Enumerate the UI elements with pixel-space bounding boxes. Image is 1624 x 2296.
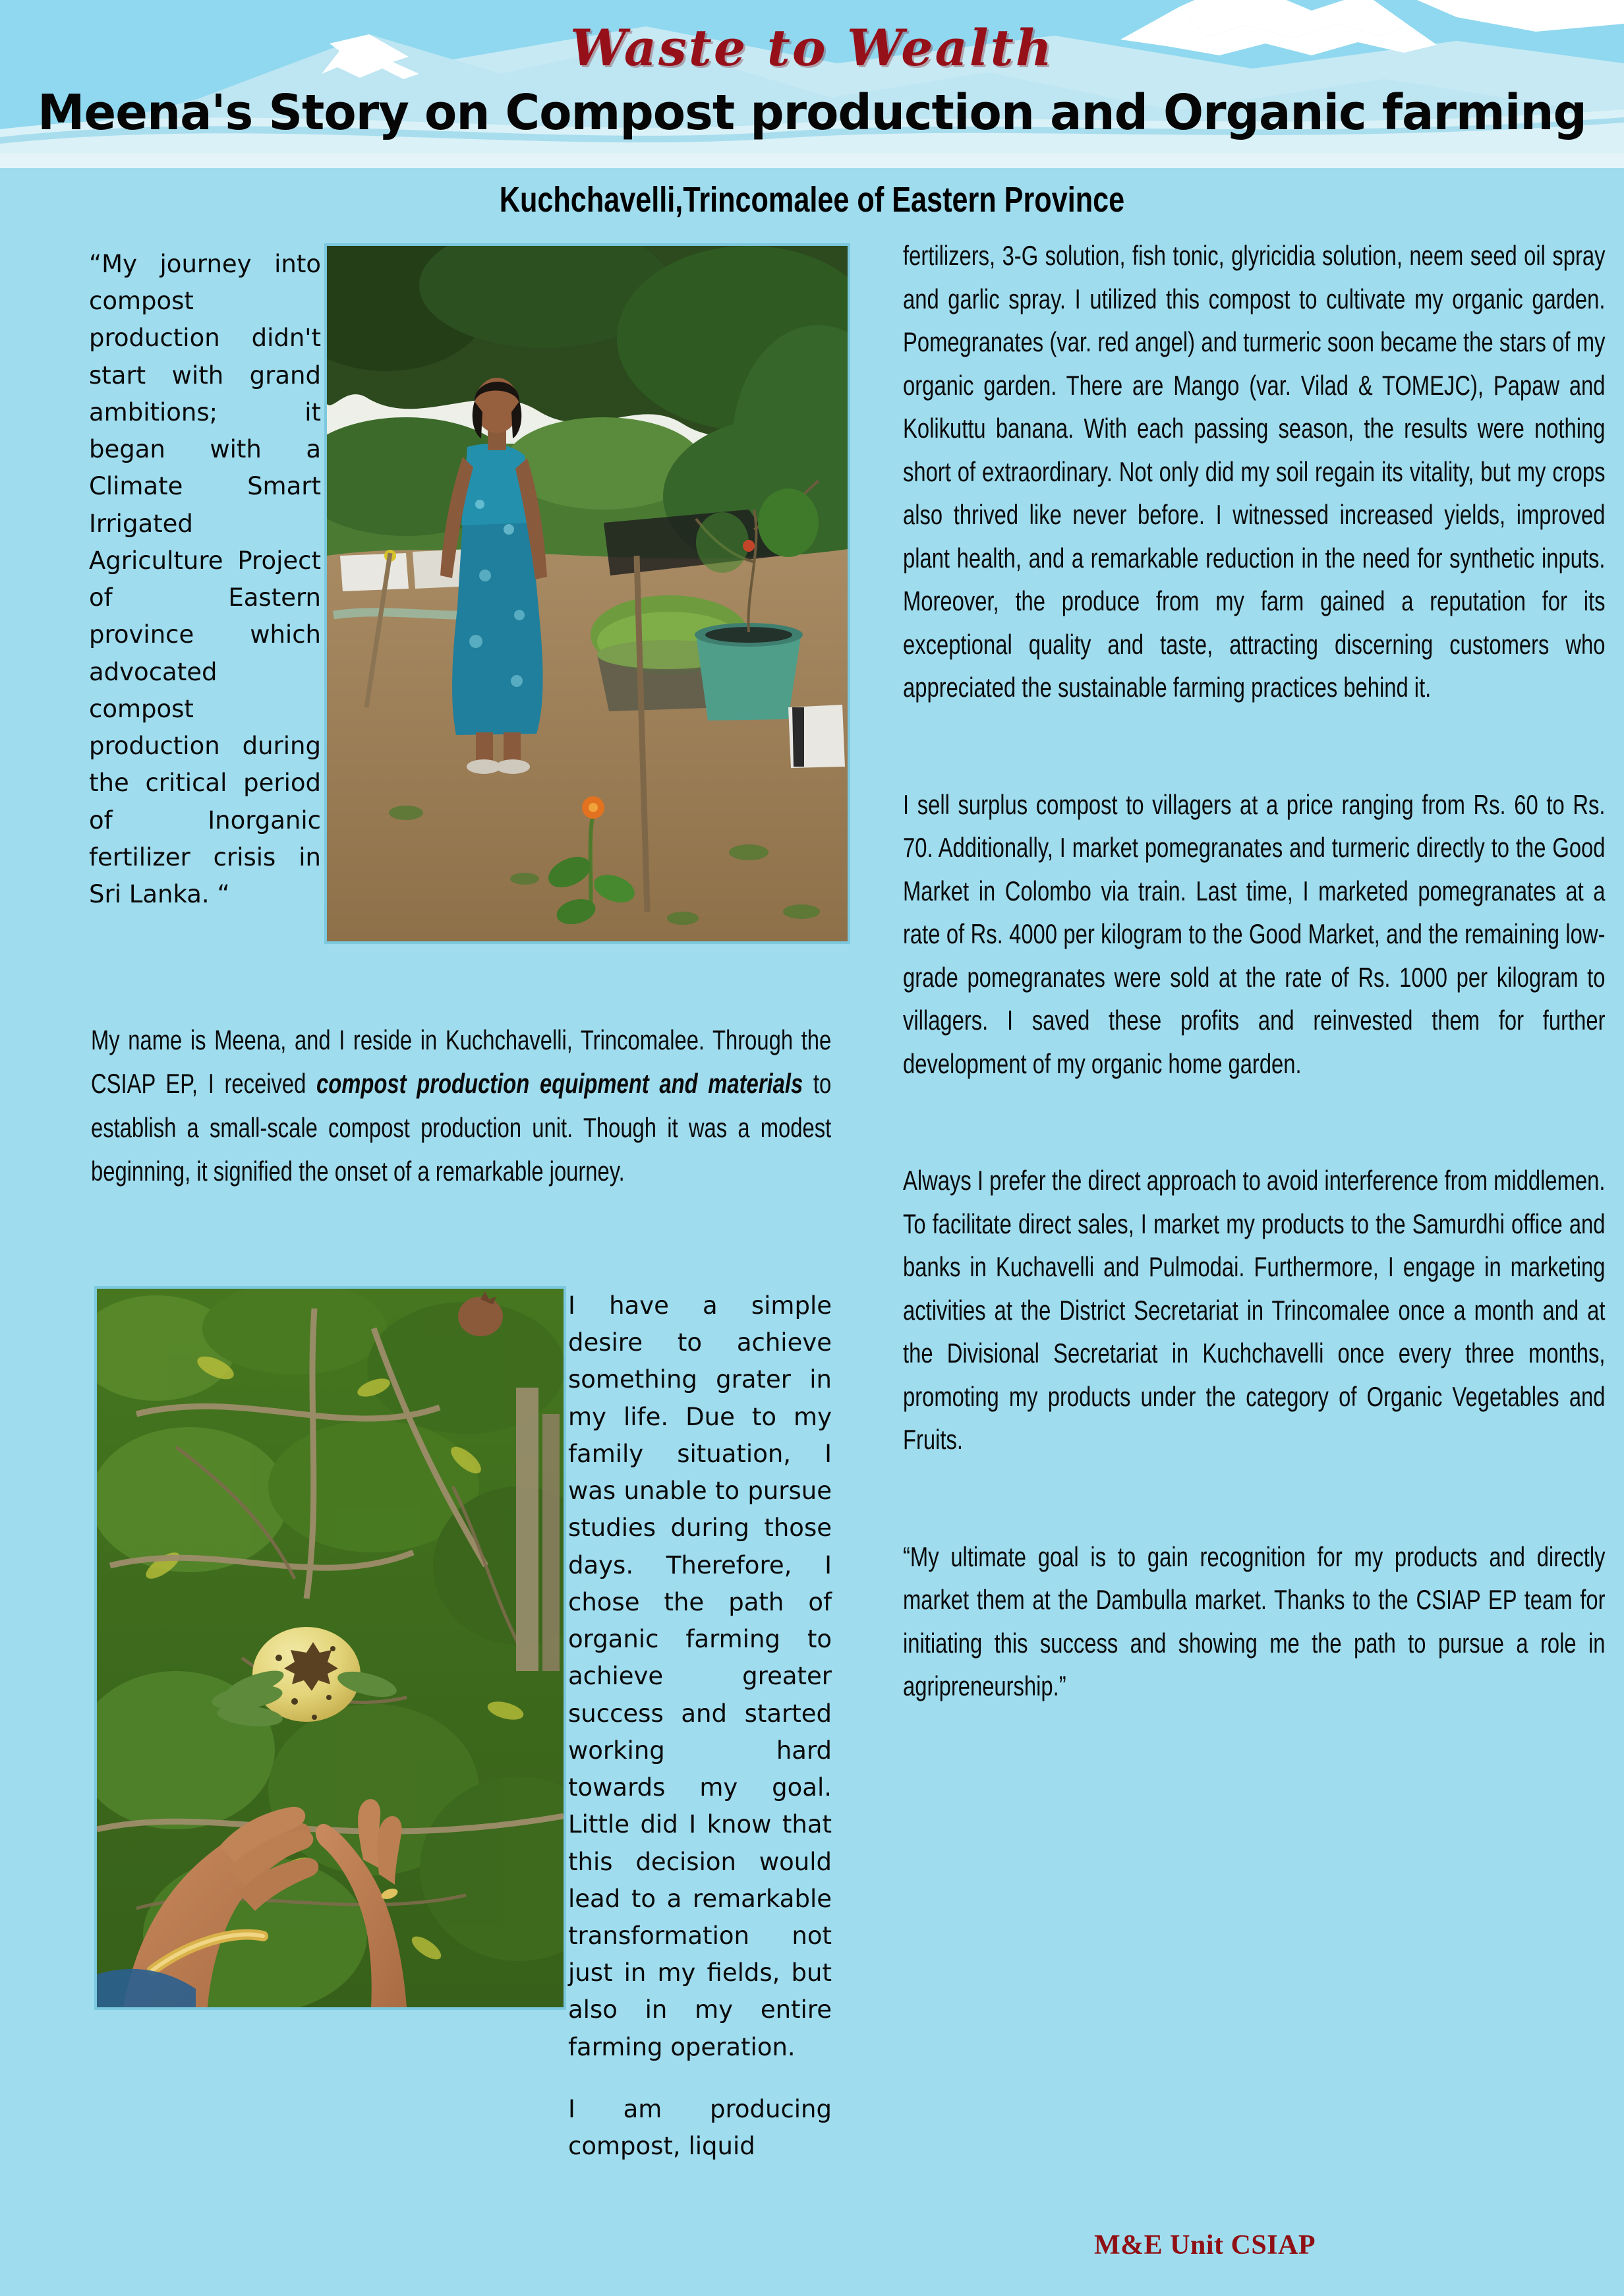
location-line: Kuchchavelli,Trincomalee of Eastern Province — [499, 180, 1125, 220]
intro-paragraph — [91, 1018, 831, 1193]
right-paragraph-4: “My ultimate goal is to gain recognition for my products and directly market them at the Dambulla market. Thanks to the CSIAP EP team for initiating this success and showing me the path to pursue a role in agripreneurship.” — [903, 1541, 1606, 1702]
header-banner — [0, 0, 1624, 168]
right-paragraph-1: fertilizers, 3-G solution, fish tonic, glyricidia solution, neem seed oil spray and garlic spray. I utilized this compost to cultivate my organic garden. Pomegranates (var. red angel) and turmeric soon became the stars of my organic garden. There are Mango (var. Vilad & TOMEJC), Papaw and Kolikuttu banana. With each passing season, the results were nothing short of extraordinary. Not only did my soil regain its vitality, but my crops also thrived like never before. I witnessed increased yields, improved plant health, and a remarkable reduction in the need for synthetic inputs. Moreover, the produce from my farm gained a reputation for its exceptional quality and taste, attracting discerning customers who appreciated the sustainable farming practices behind it. — [903, 240, 1606, 703]
right-paragraph-2: I sell surplus compost to villagers at a price ranging from Rs. 60 to Rs. 70. Additionally, I market pomegranates and turmeric directly to the Good Market in Colombo via train. Last time, I marketed pomegranates at a rate of Rs. 4000 per kilogram to the Good Market, and the remaining low-grade pomegranates were sold at the rate of Rs. 1000 per kilogram to villagers. I saved these profits and reinvested them for further development of my organic home garden. — [903, 788, 1606, 1079]
page-title: Waste to Wealth — [570, 18, 1054, 77]
producing-paragraph: I am producing compost, liquid — [568, 2094, 832, 2161]
footer-credit: M&E Unit CSIAP — [1094, 2230, 1316, 2260]
intro-text-part2: to establish a small-scale compost production unit. Though it was a modest beginning, it signified the onset of a remarkable journey. — [91, 1068, 832, 1187]
desire-paragraph: I have a simple desire to achieve something grater in my life. Due to my family situation, I was unable to pursue studies during those days. Therefore, I chose the path of organic farming to achieve greater success and started working hard towards my goal. Little did I know that this decision would lead to a remarkable transformation not just in my fields, but also in my entire farming operation. — [568, 1291, 832, 2061]
right-column — [903, 234, 1605, 1708]
photo-meena-garden — [324, 243, 850, 944]
photo-pomegranate-image — [97, 1289, 564, 2007]
right-paragraph-3: Always I prefer the direct approach to avoid interference from middlemen. To facilitate direct sales, I market my products to the Samurdhi office and banks in Kuchavelli and Pulmodai. Furthermore, I engage in marketing activities at the District Secretariat in Trincomalee once a month and at the Divisional Secretariat in Kuchchavelli once every three months, promoting my products under the category of Organic Vegetables and Fruits. — [903, 1165, 1606, 1456]
page-subtitle: Meena's Story on Compost production and Organic farming — [38, 84, 1586, 141]
intro-text-bold: compost production equipment and materials — [316, 1068, 803, 1100]
quote-paragraph: “My journey into compost production didn't start with grand ambitions; it began with a Climate Smart Irrigated Agriculture Project of Eastern province which advocated compost production during the critical period of Inorganic fertilizer crisis in Sri Lanka. “ — [89, 250, 321, 908]
article-body — [0, 234, 1624, 2296]
desire-column — [568, 1287, 832, 2165]
photo-pomegranate-hands — [94, 1286, 566, 2010]
intro-text-part1: My name is Meena, and I reside in Kuchchavelli, Trincomalee. Through the CSIAP EP, I received — [91, 1024, 832, 1100]
photo-meena-garden-image — [327, 246, 848, 941]
